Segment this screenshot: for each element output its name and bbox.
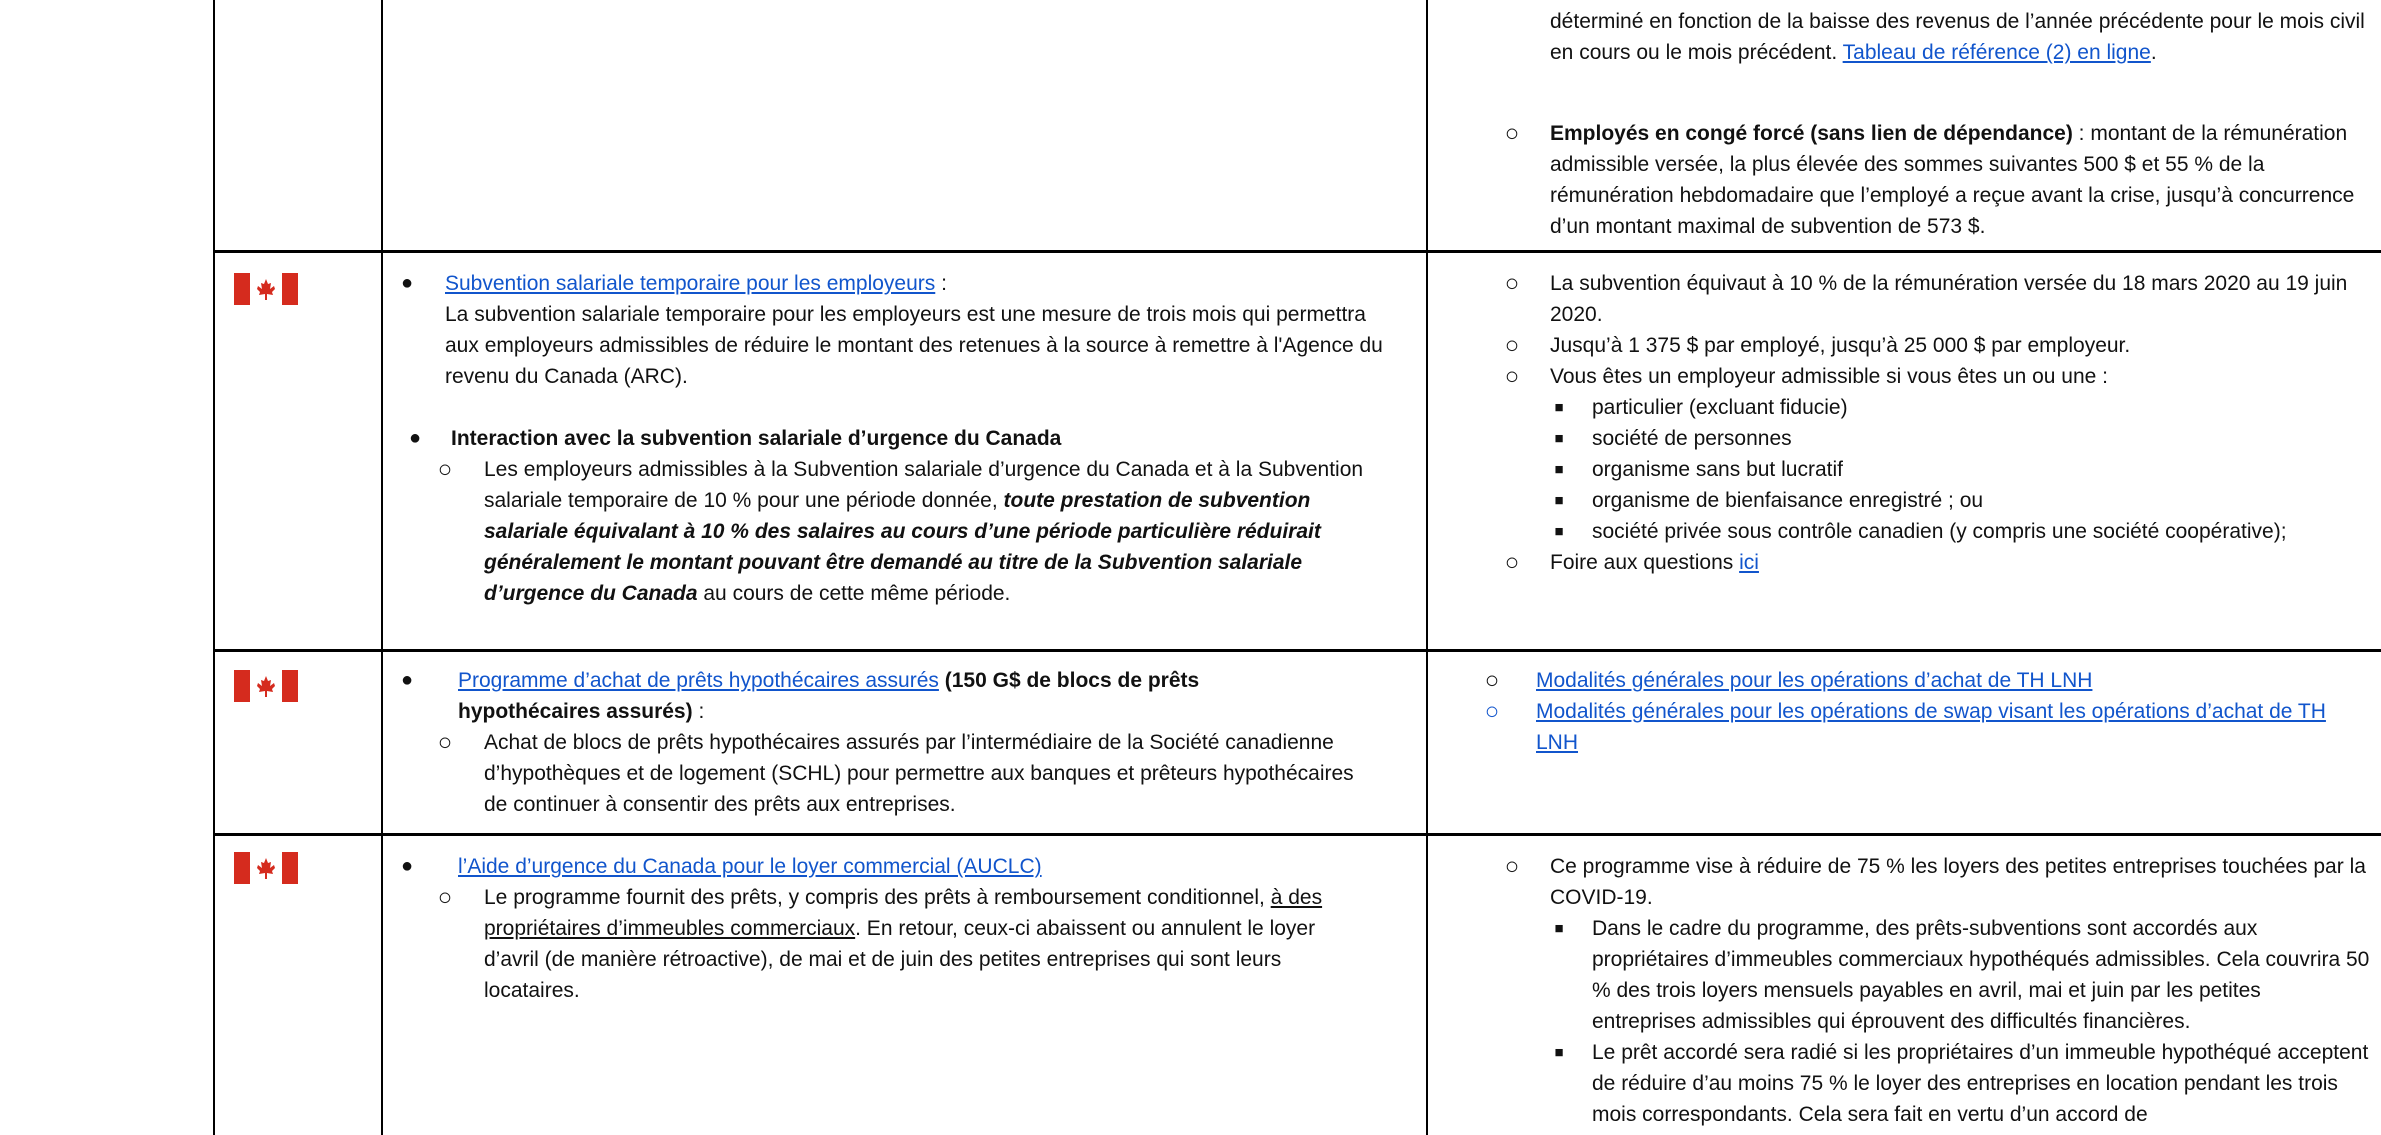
circle-bullet-icon: ○ — [1504, 853, 1520, 880]
sub-list-item: ■ organisme de bienfaisance enregistré ; ou — [1500, 485, 2370, 516]
reference-table-link[interactable]: Tableau de référence (2) en ligne — [1842, 41, 2151, 64]
bullet-icon: ● — [400, 669, 414, 691]
bullet-icon: ● — [400, 855, 414, 877]
details-list — [1500, 268, 2370, 578]
column-border — [213, 0, 215, 1135]
sub-list-item: ■ société privée sous contrôle canadien (y compris une société coopérative); — [1500, 516, 2370, 547]
cecra-link[interactable]: l’Aide d’urgence du Canada pour le loyer commercial (AUCLC) — [458, 855, 1042, 878]
temporary-wage-subsidy-link[interactable]: Subvention salariale temporaire pour les employeurs — [445, 272, 936, 295]
sub-list-item: ■ particulier (excluant fiducie) — [1500, 392, 2370, 423]
circle-bullet-icon: ○ — [1504, 363, 1520, 390]
list-item — [1480, 696, 2370, 758]
circle-bullet-icon: ○ — [1504, 270, 1520, 297]
canada-flag-icon — [234, 273, 298, 305]
row3-details-cell — [1428, 836, 2381, 1135]
swap-terms-link[interactable]: Modalités générales pour les opérations de swap visant les opérations d’achat de TH LNH — [1536, 700, 2326, 754]
circle-bullet-icon: ○ — [437, 456, 453, 483]
square-bullet-icon: ■ — [1554, 1044, 1564, 1061]
bullet-icon: ● — [408, 427, 422, 449]
list-item: ○ Foire aux questions ici — [1500, 547, 2370, 578]
circle-bullet-icon: ○ — [437, 884, 453, 911]
row0-details-cell — [1428, 0, 2381, 250]
list-item: ○ La subvention équivaut à 10 % de la rémunération versée du 18 mars 2020 au 19 juin 2020. — [1500, 268, 2370, 330]
list-item: ○ Achat de blocs de prêts hypothécaires assurés par l’intermédiaire de la Société canadienne d’hypothèques et de logement (SCHL) pour permettre aux banques et prêteurs hypothécaires de continuer à consentir des prêts aux entreprises. — [433, 727, 1373, 820]
list-item — [403, 423, 1403, 454]
canada-flag-icon — [234, 670, 298, 702]
continuation-text: déterminé en fonction de la baisse des revenus de l’année précédente pour le mois civil en cours ou le mois précédent. — [1550, 10, 2365, 64]
continuation-paragraph: déterminé en fonction de la baisse des revenus de l’année précédente pour le mois civil en cours ou le mois précédent. Tableau de référence (2) en ligne. — [1550, 10, 2365, 64]
list-item: ○ Vous êtes un employeur admissible si vous êtes un ou une : — [1500, 361, 2370, 392]
list-item: ○ Le programme fournit des prêts, y compris des prêts à remboursement conditionnel, à des propriétaires d’immeubles commerciaux. En retour, ceux-ci abaissent ou annulent le loyer d’avril (de manière rétroactive), de mai et de juin des petites entreprises qui sont leurs locataires. — [433, 882, 1373, 1006]
bullet-icon: ● — [400, 272, 414, 294]
sub-list-item: ■ organisme sans but lucratif — [1500, 454, 2370, 485]
square-bullet-icon: ■ — [1554, 523, 1564, 540]
section-heading: Interaction avec la subvention salariale d’urgence du Canada — [451, 427, 1062, 450]
row3-program-cell — [383, 836, 1426, 1135]
list-item: ● Programme d’achat de prêts hypothécaires assurés (150 G$ de blocs de prêts hypothécaires assurés) : — [395, 665, 1405, 727]
list-item: ○ Ce programme vise à réduire de 75 % les loyers des petites entreprises touchées par la COVID-19. — [1500, 851, 2370, 913]
circle-bullet-icon: ○ — [1504, 549, 1520, 576]
list-item: ○ Les employeurs admissibles à la Subvention salariale d’urgence du Canada et à la Subvention salariale temporaire de 10 % pour une période donnée, toute prestation de subvention salariale équivalant à 10 % des salaires au cours d’une période particulière réduirait généralement le montant pouvant être demandé au titre de la Subvention salariale d’urgence du Canada au cours de cette même période. — [433, 454, 1373, 609]
square-bullet-icon: ■ — [1554, 492, 1564, 509]
sub-list-item: ■ Dans le cadre du programme, des prêts-subventions sont accordés aux propriétaires d’immeubles commerciaux hypothéqués admissibles. Cela couvrira 50 % des trois loyers mensuels payables en avril, mai et juin par les petites entreprises admissibles qui éprouvent des difficultés financières. — [1500, 913, 2370, 1037]
list-item: ○ Employés en congé forcé (sans lien de dépendance) : montant de la rémunération admissible versée, la plus élevée des sommes suivantes 500 $ et 55 % de la rémunération hebdomadaire que l’employé a reçue avant la crise, jusqu’à concurrence d’un montant maximal de subvention de 573 $. — [1500, 118, 2370, 242]
list-item — [395, 851, 1405, 882]
canada-flag-icon — [234, 852, 298, 884]
circle-bullet-icon: ○ — [1484, 667, 1500, 694]
circle-bullet-icon: ○ — [1504, 120, 1520, 147]
square-bullet-icon: ■ — [1554, 399, 1564, 416]
sub-list-item: ■ Le prêt accordé sera radié si les propriétaires d’un immeuble hypothéqué acceptent de réduire d’au moins 75 % le loyer des entreprises en location pendant les trois mois correspondants. Cela sera fait en vertu d’un accord de — [1500, 1037, 2370, 1130]
circle-bullet-icon: ○ — [437, 729, 453, 756]
square-bullet-icon: ■ — [1554, 920, 1564, 937]
square-bullet-icon: ■ — [1554, 430, 1564, 447]
details-list — [1500, 851, 2370, 1130]
row1-program-cell — [383, 253, 1426, 649]
list-item — [1480, 665, 2370, 696]
list-item: ● Subvention salariale temporaire pour les employeurs : La subvention salariale temporaire pour les employeurs est une mesure de trois mois qui permettra aux employeurs admissibles de réduire le montant des retenues à la source à remettre à l'Agence du revenu du Canada (ARC). — [395, 268, 1405, 392]
circle-bullet-icon: ○ — [1504, 332, 1520, 359]
circle-bullet-icon: ○ — [1484, 698, 1500, 725]
faq-link[interactable]: ici — [1739, 551, 1759, 574]
details-list — [1480, 665, 2370, 758]
list-item: ○ Jusqu’à 1 375 $ par employé, jusqu’à 25 000 $ par employeur. — [1500, 330, 2370, 361]
sub-list-item: ■ société de personnes — [1500, 423, 2370, 454]
insured-mortgage-purchase-link[interactable]: Programme d’achat de prêts hypothécaires assurés — [458, 669, 939, 692]
row2-program-cell — [383, 652, 1426, 833]
square-bullet-icon: ■ — [1554, 461, 1564, 478]
program-description: La subvention salariale temporaire pour les employeurs est une mesure de trois mois qui permettra aux employeurs admissibles de réduire le montant des retenues à la source à remettre à l'Agence du revenu du Canada (ARC). — [445, 303, 1383, 388]
row2-details-cell — [1428, 652, 2381, 833]
row1-details-cell — [1428, 253, 2381, 649]
imp-terms-link[interactable]: Modalités générales pour les opérations d’achat de TH LNH — [1536, 669, 2093, 692]
